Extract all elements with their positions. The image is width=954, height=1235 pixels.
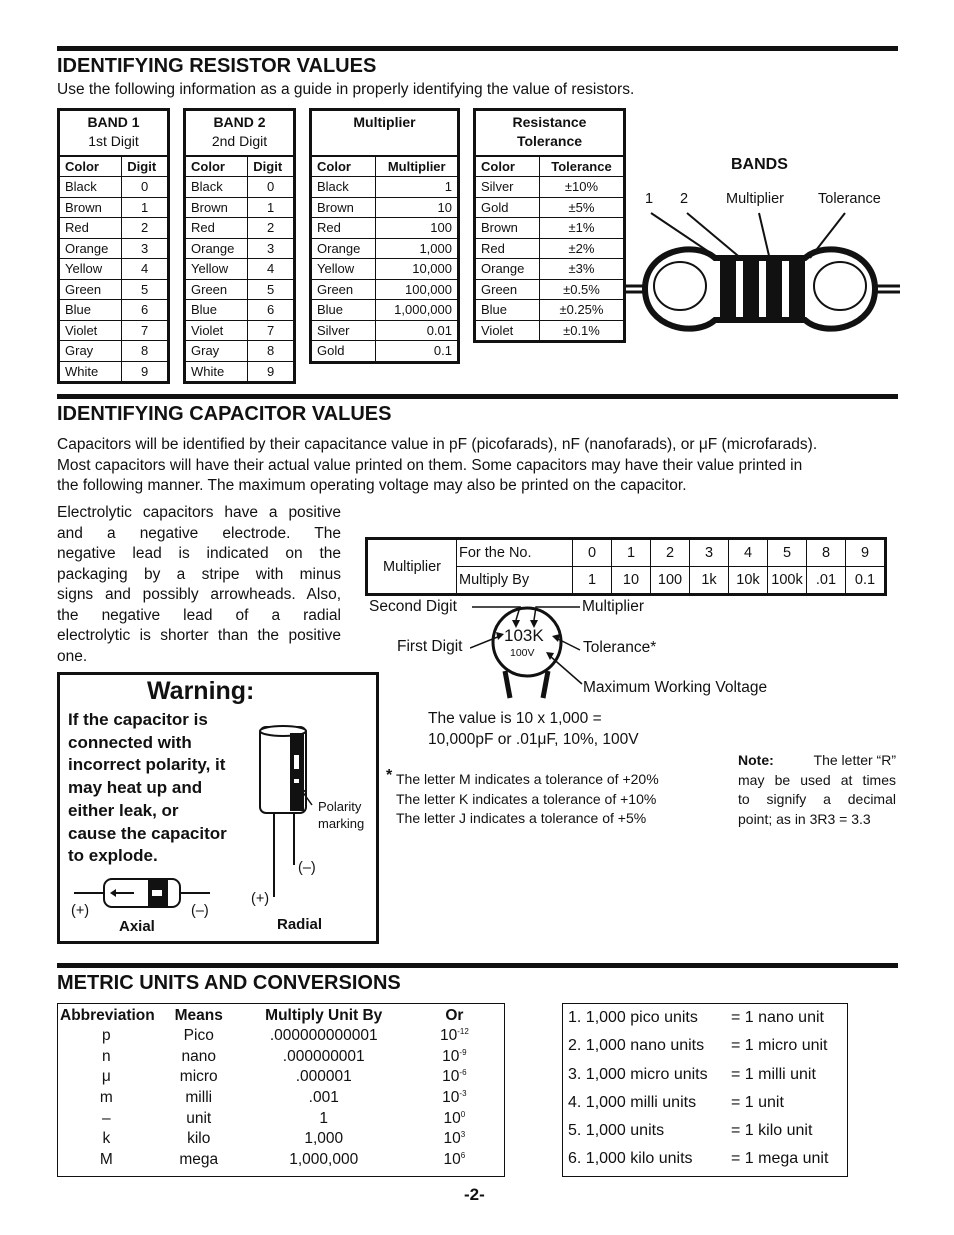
band2-title: BAND 2	[213, 114, 266, 130]
color-cell: Violet	[60, 320, 122, 341]
band-label-multiplier: Multiplier	[726, 191, 785, 207]
electrolytic-line: and a negative electrode. The	[57, 524, 341, 542]
radial-label: Radial	[277, 916, 323, 933]
table-row	[186, 320, 293, 341]
power-base: 10	[443, 1130, 461, 1148]
value-cell: 4	[122, 259, 167, 280]
code-number: 2	[651, 539, 690, 567]
table-row	[476, 279, 623, 300]
code-number: 0	[573, 539, 612, 567]
label-multiplier: Multiplier	[582, 598, 645, 615]
col-digit: Digit	[122, 157, 167, 177]
multiplier-title: Multiplier	[353, 114, 416, 130]
metric-abbr-cell: n	[102, 1047, 111, 1065]
metric-means-cell: nano	[181, 1047, 216, 1065]
footnote-value: +5%	[617, 810, 647, 826]
code-multiplier: 0.1	[846, 567, 886, 595]
color-cell: Black	[60, 177, 122, 198]
band2-subtitle: 2nd Digit	[211, 133, 268, 149]
value-cell: 5	[248, 279, 293, 300]
table-row	[186, 197, 293, 218]
table-row	[312, 238, 457, 259]
code-multiplier: 1k	[690, 567, 729, 595]
metric-header: Multiply Unit By	[265, 1007, 383, 1024]
conversion-rhs: = 1 unit	[731, 1093, 784, 1111]
col-color: Color	[476, 157, 539, 177]
warning-box	[57, 672, 379, 944]
note-line: to signify a decimal	[738, 791, 896, 807]
value-cell: 0	[248, 177, 293, 198]
footnote-text: The letter J indicates a tolerance of	[396, 810, 618, 826]
color-cell: Gold	[312, 341, 376, 361]
table-row	[312, 197, 457, 218]
axial-label: Axial	[119, 918, 155, 935]
label-tolerance: Tolerance*	[583, 639, 657, 656]
multiplier-code-table	[365, 537, 887, 596]
table-row	[186, 361, 293, 381]
code-number: 9	[846, 539, 886, 567]
label-second-digit: Second Digit	[369, 598, 457, 615]
table-row	[312, 300, 457, 321]
section-rule	[57, 46, 898, 51]
table-row	[186, 238, 293, 259]
code-multiplier: 1	[573, 567, 612, 595]
table-row	[58, 1026, 504, 1047]
table-row	[58, 1047, 504, 1068]
warning-line: connected with	[68, 732, 192, 752]
value-cell: 2	[248, 218, 293, 239]
table-row	[476, 238, 623, 259]
warning-line: incorrect polarity, it	[68, 755, 226, 775]
table-row	[476, 177, 623, 198]
metric-means-cell: micro	[179, 1068, 218, 1086]
metric-means-cell: Pico	[183, 1027, 214, 1045]
band-label-1: 1	[645, 191, 654, 207]
conversion-rhs: = 1 milli unit	[731, 1065, 816, 1083]
table-row	[60, 300, 167, 321]
color-cell: Orange	[476, 259, 539, 280]
note-text: The letter “R”	[813, 752, 896, 768]
value-cell: 9	[122, 361, 167, 381]
color-cell: Brown	[60, 197, 122, 218]
power-exponent: -3	[459, 1089, 467, 1098]
footnote-line	[396, 770, 659, 790]
table-row	[186, 341, 293, 362]
value-cell: ±1%	[539, 218, 623, 239]
radial-capacitor-icon	[250, 725, 320, 905]
power-exponent: 6	[460, 1150, 466, 1160]
value-cell: 8	[248, 341, 293, 362]
color-cell: Blue	[60, 300, 122, 321]
power-exponent: 3	[460, 1130, 466, 1140]
code-multiplier: .01	[807, 567, 846, 595]
conversion-lhs: 6. 1,000 kilo units	[568, 1150, 693, 1168]
value-cell: 4	[248, 259, 293, 280]
color-cell: Blue	[312, 300, 376, 321]
metric-means-cell: milli	[185, 1089, 213, 1107]
value-cell: ±0.25%	[539, 300, 623, 321]
value-cell: 1	[376, 177, 457, 198]
warning-title: Warning:	[147, 677, 255, 705]
power-base: 10	[439, 1027, 458, 1045]
footnote-value: +20%	[622, 771, 659, 787]
table-row	[60, 279, 167, 300]
electrolytic-line: negative lead is indicated on the	[57, 545, 341, 562]
value-cell: 100,000	[376, 279, 457, 300]
value-cell: ±3%	[539, 259, 623, 280]
warning-line: to explode.	[68, 846, 158, 866]
metric-mult-cell: .000000001	[282, 1047, 365, 1065]
color-cell: Silver	[312, 320, 376, 341]
metric-header: Or	[445, 1007, 464, 1024]
code-multiplier: 10k	[729, 567, 768, 595]
warning-line: may heat up and	[68, 778, 203, 798]
color-cell: Violet	[476, 320, 539, 340]
power-base: 10	[442, 1089, 460, 1107]
color-cell: Violet	[186, 320, 248, 341]
metric-power-cell	[405, 1088, 504, 1109]
band1-subtitle: 1st Digit	[88, 133, 139, 149]
metric-means-cell: mega	[179, 1150, 219, 1168]
color-cell: Gold	[476, 197, 539, 218]
conversion-rhs: = 1 kilo unit	[731, 1122, 813, 1140]
table-row	[476, 218, 623, 239]
conversion-row	[563, 1061, 847, 1089]
resistor-section-title: IDENTIFYING RESISTOR VALUES	[57, 55, 377, 77]
metric-mult-cell: 1,000	[304, 1130, 344, 1148]
section-rule	[57, 394, 898, 399]
power-base: 10	[443, 1150, 461, 1168]
warning-text	[68, 709, 227, 868]
table-row	[312, 259, 457, 280]
table-row	[60, 320, 167, 341]
col-color: Color	[186, 157, 248, 177]
footnote-star: *	[386, 767, 393, 784]
color-cell: Brown	[476, 218, 539, 239]
table-row	[312, 279, 457, 300]
table-row	[60, 218, 167, 239]
bands-title: BANDS	[731, 156, 788, 173]
code-label-no: For the No.	[457, 539, 573, 567]
table-row	[58, 1108, 504, 1129]
code-label-mult: Multiply By	[457, 567, 573, 595]
band2-table	[183, 108, 296, 384]
metric-abbr-cell: k	[102, 1130, 111, 1148]
page-number: -2-	[464, 1185, 485, 1204]
power-exponent: -12	[457, 1027, 469, 1037]
color-cell: Black	[186, 177, 248, 198]
band-label-tolerance: Tolerance	[818, 191, 881, 207]
table-row	[312, 341, 457, 361]
metric-means-cell: kilo	[187, 1130, 211, 1148]
value-cell: 6	[248, 300, 293, 321]
conversion-row	[563, 1032, 847, 1060]
code-number: 3	[690, 539, 729, 567]
conversion-rhs: = 1 nano unit	[731, 1009, 824, 1026]
metric-power-cell	[405, 1150, 504, 1171]
color-cell: Gray	[186, 341, 248, 362]
color-cell: Gray	[60, 341, 122, 362]
code-multiplier: 10	[612, 567, 651, 595]
metric-mult-cell: .000000000001	[269, 1027, 378, 1045]
table-row	[186, 177, 293, 198]
code-row-header: Multiplier	[367, 539, 457, 595]
metric-means-cell: unit	[186, 1109, 212, 1127]
value-cell: ±5%	[539, 197, 623, 218]
table-row	[60, 197, 167, 218]
value-example	[428, 709, 639, 750]
metric-header: Means	[174, 1007, 223, 1024]
capacitor-intro-line: Most capacitors will have their actual value printed on them. Some capacitors may have their value printed in	[57, 456, 803, 474]
power-base: 10	[442, 1068, 460, 1086]
value-cell: 0	[122, 177, 167, 198]
color-cell: Blue	[186, 300, 248, 321]
conversion-lhs: 1. 1,000 pico units	[568, 1009, 698, 1026]
tolerance-title: Resistance	[512, 114, 587, 130]
color-cell: Blue	[476, 300, 539, 321]
col-tolerance: Tolerance	[539, 157, 623, 177]
table-row	[312, 218, 457, 239]
conversions-box	[562, 1003, 848, 1177]
table-row	[186, 279, 293, 300]
color-cell: Orange	[186, 238, 248, 259]
table-row	[476, 300, 623, 321]
warning-line: either leak, or	[68, 800, 179, 820]
footnote-text: The letter K indicates a tolerance of	[396, 790, 621, 807]
capacitor-marking: 103K	[504, 626, 544, 645]
warning-line: cause the capacitor	[68, 823, 227, 843]
color-cell: Orange	[60, 238, 122, 259]
value-cell: 10	[376, 197, 457, 218]
value-line: 10,000pF or .01μF, 10%, 100V	[428, 730, 639, 748]
col-digit: Digit	[248, 157, 293, 177]
metric-power-cell	[405, 1067, 504, 1088]
electrolytic-line: the negative lead of a radial	[57, 606, 341, 624]
metric-units-table	[57, 1003, 505, 1177]
value-cell: 0.1	[376, 341, 457, 361]
metric-abbr-cell: m	[99, 1089, 113, 1107]
label-max-voltage: Maximum Working Voltage	[583, 679, 768, 696]
code-number: 4	[729, 539, 768, 567]
value-cell: 5	[122, 279, 167, 300]
table-row	[60, 177, 167, 198]
tolerance-footnote	[396, 770, 659, 829]
capacitor-section-title: IDENTIFYING CAPACITOR VALUES	[57, 403, 392, 425]
electrolytic-line: signs and possibly arrowheads. Also,	[57, 586, 341, 603]
color-cell: Red	[60, 218, 122, 239]
code-multiplier: 100	[651, 567, 690, 595]
axial-plus-label: (+)	[71, 903, 90, 919]
warning-line: If the capacitor is	[68, 710, 208, 729]
radial-minus-label: (–)	[298, 860, 316, 876]
metric-power-cell	[405, 1108, 504, 1129]
power-exponent: -9	[459, 1047, 467, 1057]
color-cell: Black	[312, 177, 376, 198]
electrolytic-line: one.	[57, 647, 88, 665]
band1-title: BAND 1	[87, 114, 140, 130]
electrolytic-line: Electrolytic capacitors have a positive	[57, 504, 341, 521]
table-row	[60, 341, 167, 362]
color-cell: Yellow	[186, 259, 248, 280]
value-cell: ±2%	[539, 238, 623, 259]
table-row	[476, 259, 623, 280]
value-cell: 2	[122, 218, 167, 239]
power-base: 10	[442, 1047, 460, 1065]
capacitor-intro	[57, 435, 898, 497]
value-cell: 6	[122, 300, 167, 321]
table-row	[60, 238, 167, 259]
value-cell: ±0.1%	[539, 320, 623, 340]
color-cell: Green	[60, 279, 122, 300]
color-cell: Red	[312, 218, 376, 239]
polarity-marking-label: Polarity marking	[318, 799, 365, 831]
table-row	[312, 320, 457, 341]
metric-section-title: METRIC UNITS AND CONVERSIONS	[57, 972, 401, 994]
tolerance-subtitle: Tolerance	[516, 133, 583, 149]
conversion-lhs: 4. 1,000 milli units	[568, 1093, 697, 1111]
value-cell: 10,000	[376, 259, 457, 280]
resistor-diagram	[625, 200, 900, 340]
footnote-line	[396, 790, 659, 810]
color-cell: White	[60, 361, 122, 381]
electrolytic-line: electrolytic is shorter than the positive	[57, 627, 341, 644]
code-number: 5	[768, 539, 807, 567]
value-cell: 3	[122, 238, 167, 259]
value-cell: 1	[122, 197, 167, 218]
conversion-row	[563, 1004, 847, 1032]
table-row	[60, 361, 167, 381]
metric-power-cell	[405, 1026, 504, 1047]
value-cell: 7	[122, 320, 167, 341]
label-first-digit: First Digit	[397, 638, 463, 655]
table-row	[58, 1088, 504, 1109]
capacitor-voltage-marking: 100V	[510, 647, 535, 659]
metric-mult-cell: 1,000,000	[289, 1150, 359, 1168]
color-cell: Green	[186, 279, 248, 300]
value-cell: 1,000,000	[376, 300, 457, 321]
value-cell: 0.01	[376, 320, 457, 341]
metric-abbr-cell: –	[102, 1109, 111, 1127]
power-exponent: 0	[460, 1109, 466, 1119]
color-cell: Green	[476, 279, 539, 300]
color-cell: Brown	[186, 197, 248, 218]
conversion-lhs: 5. 1,000 units	[568, 1122, 665, 1140]
power-exponent: -6	[459, 1068, 467, 1078]
value-cell: 3	[248, 238, 293, 259]
note-label: Note:	[738, 752, 774, 768]
code-multiplier: 100k	[768, 567, 807, 595]
table-row	[60, 259, 167, 280]
footnote-value: +10%	[620, 790, 657, 807]
table-row	[476, 197, 623, 218]
metric-mult-cell: .001	[308, 1089, 339, 1107]
table-row	[58, 1150, 504, 1171]
note-line: point; as in 3R3 = 3.3	[738, 810, 871, 827]
color-cell: Yellow	[60, 259, 122, 280]
metric-header: Abbreviation	[60, 1007, 155, 1024]
color-cell: Red	[186, 218, 248, 239]
code-number: 8	[807, 539, 846, 567]
value-line: The value is 10 x 1,000 =	[428, 710, 602, 727]
axial-minus-label: (–)	[191, 903, 209, 919]
section-rule	[57, 963, 898, 968]
table-row	[58, 1067, 504, 1088]
note-line	[738, 751, 896, 771]
value-cell: 7	[248, 320, 293, 341]
conversion-lhs: 3. 1,000 micro units	[568, 1065, 708, 1083]
conversion-row	[563, 1145, 847, 1173]
value-cell: 1,000	[376, 238, 457, 259]
col-color: Color	[312, 157, 376, 177]
table-row	[186, 300, 293, 321]
table-row	[58, 1129, 504, 1150]
color-cell: Orange	[312, 238, 376, 259]
conversion-rhs: = 1 mega unit	[731, 1150, 829, 1168]
note	[738, 751, 896, 829]
metric-abbr-cell: p	[102, 1027, 111, 1045]
tolerance-table	[473, 108, 626, 343]
band-label-2: 2	[680, 191, 689, 207]
capacitor-intro-line: Capacitors will be identified by their capacitance value in pF (picofarads), nF (nanofarads), or μF (microfarads).	[57, 436, 818, 453]
footnote-line	[396, 809, 659, 829]
value-cell: 8	[122, 341, 167, 362]
resistor-intro: Use the following information as a guide in properly identifying the value of resistors.	[57, 81, 635, 98]
table-row	[186, 218, 293, 239]
metric-power-cell	[405, 1047, 504, 1068]
conversion-rhs: = 1 micro unit	[731, 1037, 828, 1055]
table-row	[186, 259, 293, 280]
band1-table	[57, 108, 170, 384]
multiplier-table	[309, 108, 460, 364]
radial-plus-label: (+)	[251, 891, 270, 907]
color-cell: Silver	[476, 177, 539, 198]
color-cell: Yellow	[312, 259, 376, 280]
value-cell: ±0.5%	[539, 279, 623, 300]
color-cell: Red	[476, 238, 539, 259]
col-multiplier: Multiplier	[376, 157, 457, 177]
color-cell: Green	[312, 279, 376, 300]
electrolytic-line: packaging by a stripe with minus	[57, 565, 341, 583]
table-row	[312, 177, 457, 198]
color-cell: White	[186, 361, 248, 381]
note-line: may be used at times	[738, 771, 896, 788]
capacitor-intro-line: the following manner. The maximum operating voltage may also be printed on the capacitor.	[57, 477, 687, 494]
footnote-text: The letter M indicates a tolerance of	[396, 771, 623, 787]
value-cell: 1	[248, 197, 293, 218]
conversion-row	[563, 1089, 847, 1117]
code-number: 1	[612, 539, 651, 567]
value-cell: 9	[248, 361, 293, 381]
conversion-row	[563, 1117, 847, 1145]
color-cell: Brown	[312, 197, 376, 218]
electrolytic-paragraph	[57, 503, 341, 667]
power-base: 10	[443, 1109, 461, 1127]
metric-abbr-cell: μ	[101, 1068, 111, 1086]
metric-mult-cell: .000001	[295, 1068, 352, 1086]
metric-power-cell	[405, 1129, 504, 1150]
col-color: Color	[60, 157, 122, 177]
conversion-lhs: 2. 1,000 nano units	[568, 1037, 705, 1055]
value-cell: ±10%	[539, 177, 623, 198]
metric-abbr-cell: M	[99, 1150, 113, 1168]
value-cell: 100	[376, 218, 457, 239]
metric-mult-cell: 1	[319, 1109, 329, 1127]
table-row	[476, 320, 623, 340]
